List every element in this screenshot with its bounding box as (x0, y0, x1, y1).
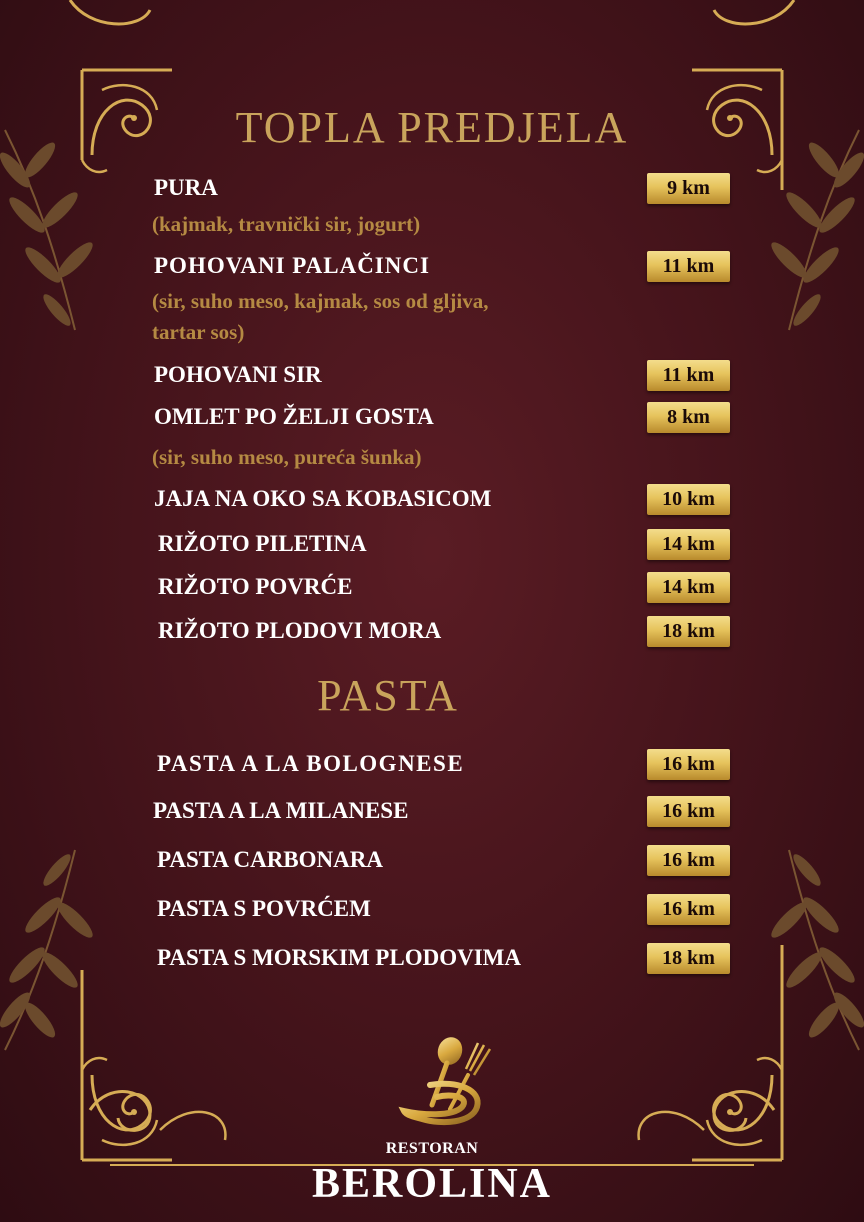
item-name: PASTA S MORSKIM PLODOVIMA (157, 945, 521, 970)
price-tag: 14 km (647, 529, 730, 560)
item-name: PASTA CARBONARA (157, 847, 383, 872)
item-name: POHOVANI PALAČINCI (154, 253, 430, 278)
spoon-fork-letter-b-icon (392, 1035, 502, 1127)
price-tag: 9 km (647, 173, 730, 204)
menu-item (0, 943, 864, 973)
menu-item (0, 572, 864, 602)
price-tag: 8 km (647, 402, 730, 433)
menu-item (0, 251, 864, 281)
item-name: PURA (154, 175, 218, 200)
item-name: JAJA NA OKO SA KOBASICOM (154, 486, 492, 511)
item-name: OMLET PO ŽELJI GOSTA (154, 404, 434, 429)
menu-item (0, 529, 864, 559)
price-tag: 16 km (647, 845, 730, 876)
menu-item (0, 749, 864, 779)
item-name: RIŽOTO PLODOVI MORA (158, 618, 442, 643)
item-description: (sir, suho meso, kajmak, sos od gljiva, tartar sos) (152, 289, 489, 344)
price-tag: 18 km (647, 943, 730, 974)
section-title-pasta: PASTA (317, 671, 459, 720)
item-name: RIŽOTO POVRĆE (158, 574, 353, 599)
item-description: (sir, suho meso, pureća šunka) (152, 445, 422, 469)
menu-item (0, 845, 864, 875)
price-tag: 11 km (647, 251, 730, 282)
brand-name: BEROLINA (311, 1161, 553, 1207)
menu-item (0, 484, 864, 514)
price-tag: 11 km (647, 360, 730, 391)
price-tag: 18 km (647, 616, 730, 647)
brand-label: RESTORAN (385, 1140, 479, 1157)
menu-item (0, 894, 864, 924)
item-name: PASTA A LA MILANESE (153, 798, 409, 823)
price-tag: 16 km (647, 796, 730, 827)
item-description: (kajmak, travnički sir, jogurt) (152, 212, 421, 236)
price-tag: 10 km (647, 484, 730, 515)
menu-item (0, 616, 864, 646)
price-tag: 16 km (647, 894, 730, 925)
menu-item (0, 360, 864, 390)
item-name: RIŽOTO PILETINA (158, 531, 367, 556)
menu-item (0, 402, 864, 432)
price-tag: 14 km (647, 572, 730, 603)
menu-item (0, 796, 864, 826)
menu-item (0, 173, 864, 203)
item-name: POHOVANI SIR (154, 362, 322, 387)
price-tag: 16 km (647, 749, 730, 780)
section-title-hot-appetizers: TOPLA PREDJELA (235, 103, 629, 152)
item-name: PASTA A LA BOLOGNESE (157, 751, 465, 776)
item-name: PASTA S POVRĆEM (157, 896, 371, 921)
